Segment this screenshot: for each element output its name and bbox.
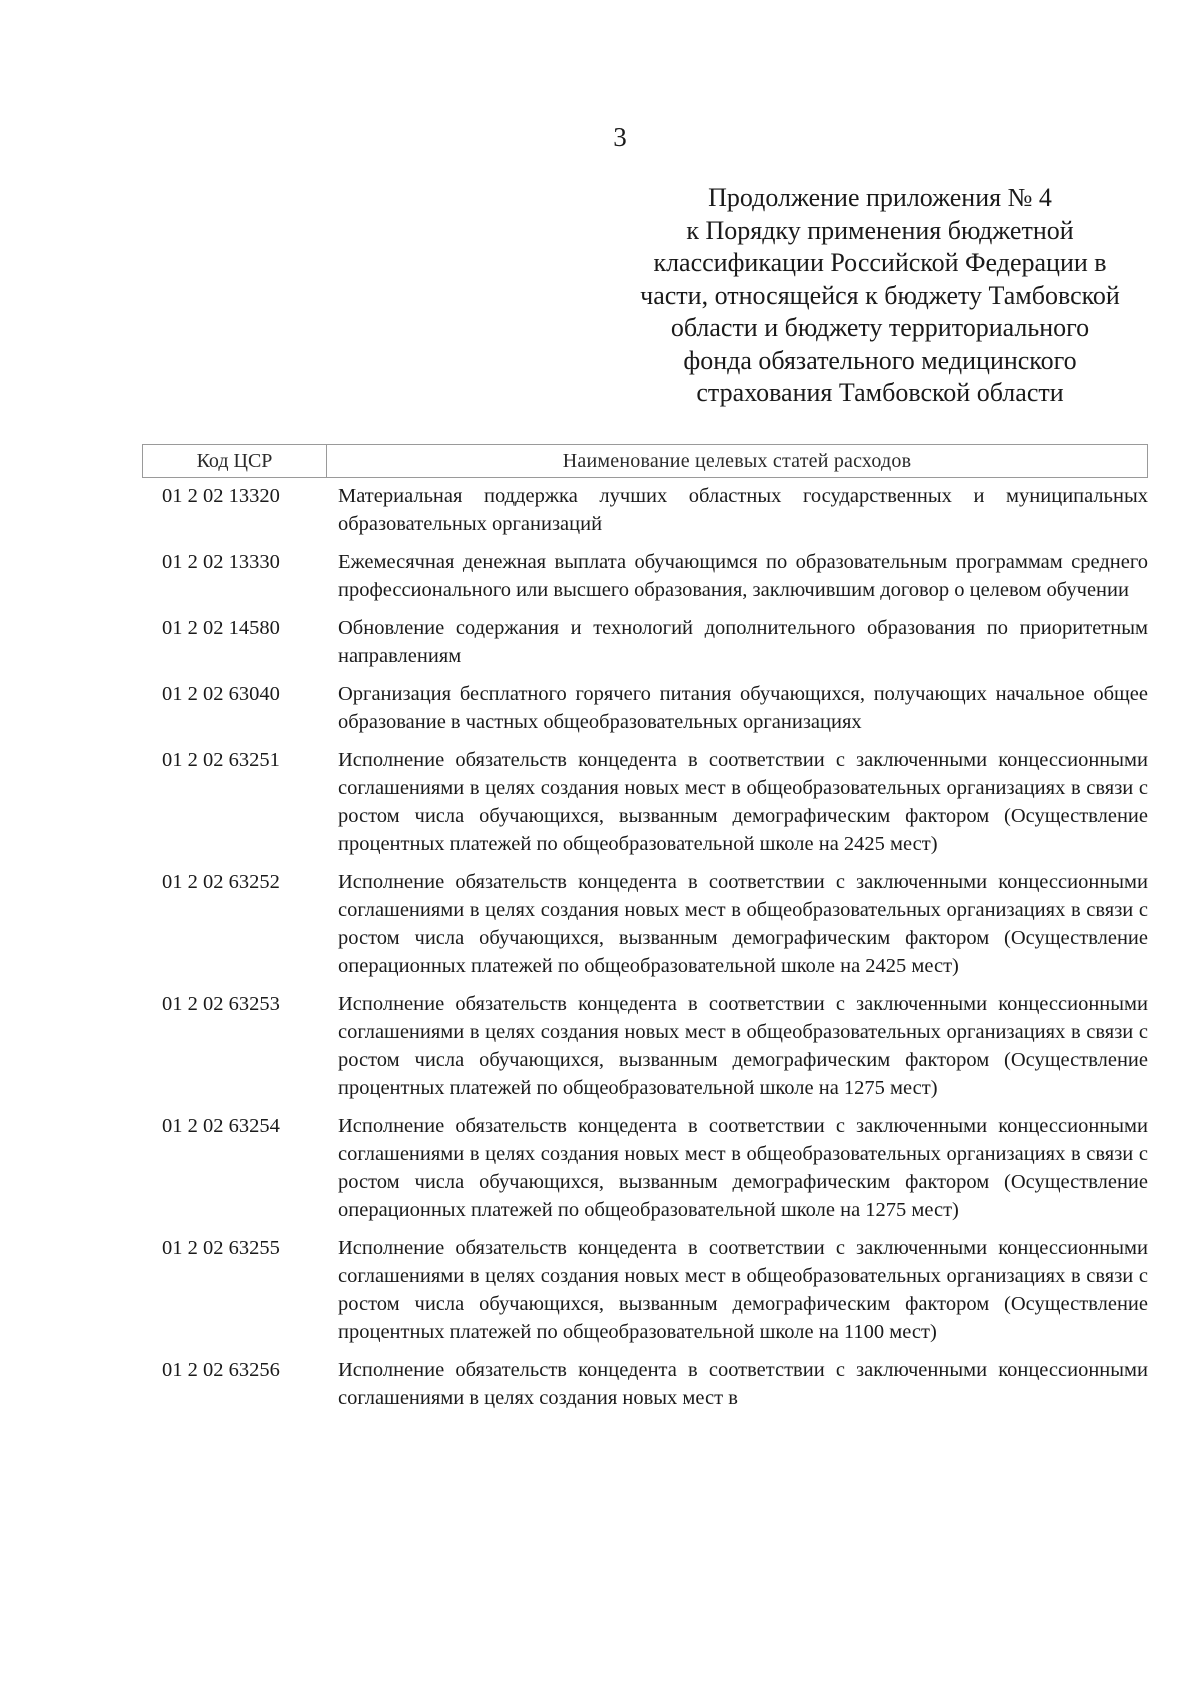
- appendix-header: [600, 182, 1160, 410]
- row-name: Ежемесячная денежная выплата обучающимся по образовательным программам среднего профессионального или высшего образования, заключившим договор о целевом обучении: [338, 551, 1148, 601]
- row-code: 01 2 02 63251: [162, 749, 280, 771]
- appendix-header-line: фонда обязательного медицинского: [683, 345, 1077, 375]
- table-row: [142, 990, 1148, 1102]
- appendix-header-line: части, относящейся к бюджету Тамбовской: [640, 280, 1120, 310]
- row-name: Исполнение обязательств концедента в соответствии с заключенными концессионными соглашениями в целях создания новых мест в: [338, 1359, 1148, 1409]
- appendix-header-line: к Порядку применения бюджетной: [686, 215, 1074, 245]
- page-number: 3: [613, 122, 627, 152]
- row-name: Исполнение обязательств концедента в соответствии с заключенными концессионными соглашениями в целях создания новых мест в общеобразовательных организациях в связи с ростом числа обучающихся, вызванным демографическим фактором (Осуществление процентных платежей по общеобразовательной школе на 1100 мест): [338, 1237, 1148, 1343]
- table-row: [142, 680, 1148, 736]
- expenditure-table: [142, 444, 1148, 1422]
- row-name: Материальная поддержка лучших областных государственных и муниципальных образовательных организаций: [338, 485, 1148, 535]
- row-code: 01 2 02 63256: [162, 1359, 280, 1381]
- table-row: [142, 868, 1148, 980]
- row-code: 01 2 02 63255: [162, 1237, 280, 1259]
- table-row: [142, 548, 1148, 604]
- column-header-code: Код ЦСР: [143, 445, 327, 477]
- column-header-name: Наименование целевых статей расходов: [562, 450, 912, 472]
- table-row: [142, 746, 1148, 858]
- row-name: Исполнение обязательств концедента в соответствии с заключенными концессионными соглашениями в целях создания новых мест в общеобразовательных организациях в связи с ростом числа обучающихся, вызванным демографическим фактором (Осуществление операционных платежей по общеобразовательной школе на 2425 мест): [338, 871, 1148, 977]
- appendix-header-line: классификации Российской Федерации в: [653, 248, 1107, 277]
- table-row: [142, 482, 1148, 538]
- row-name: Обновление содержания и технологий дополнительного образования по приоритетным направлениям: [338, 617, 1148, 667]
- row-name: Исполнение обязательств концедента в соответствии с заключенными концессионными соглашениями в целях создания новых мест в общеобразовательных организациях в связи с ростом числа обучающихся, вызванным демографическим фактором (Осуществление процентных платежей по общеобразовательной школе на 1275 мест): [338, 993, 1148, 1099]
- appendix-header-line: Продолжение приложения № 4: [708, 183, 1052, 212]
- row-name: Организация бесплатного горячего питания обучающихся, получающих начальное общее образование в частных общеобразовательных организациях: [338, 683, 1148, 733]
- table-header: [142, 444, 1148, 478]
- row-code: 01 2 02 14580: [162, 617, 280, 639]
- table-row: [142, 1356, 1148, 1412]
- table-row: [142, 1112, 1148, 1224]
- row-name: Исполнение обязательств концедента в соответствии с заключенными концессионными соглашениями в целях создания новых мест в общеобразовательных организациях в связи с ростом числа обучающихся, вызванным демографическим фактором (Осуществление процентных платежей по общеобразовательной школе на 2425 мест): [338, 749, 1148, 855]
- table-body: [142, 482, 1148, 1412]
- row-code: 01 2 02 13330: [162, 551, 280, 573]
- row-code: 01 2 02 63253: [162, 993, 280, 1015]
- table-row: [142, 1234, 1148, 1346]
- row-code: 01 2 02 13320: [162, 485, 280, 507]
- row-code: 01 2 02 63040: [162, 683, 280, 705]
- table-row: [142, 614, 1148, 670]
- appendix-header-line: области и бюджету территориального: [670, 313, 1090, 342]
- row-name: Исполнение обязательств концедента в соответствии с заключенными концессионными соглашениями в целях создания новых мест в общеобразовательных организациях в связи с ростом числа обучающихся, вызванным демографическим фактором (Осуществление операционных платежей по общеобразовательной школе на 1275 мест): [338, 1115, 1148, 1221]
- appendix-header-line: страхования Тамбовской области: [696, 378, 1064, 407]
- row-code: 01 2 02 63254: [162, 1115, 280, 1137]
- row-code: 01 2 02 63252: [162, 871, 280, 893]
